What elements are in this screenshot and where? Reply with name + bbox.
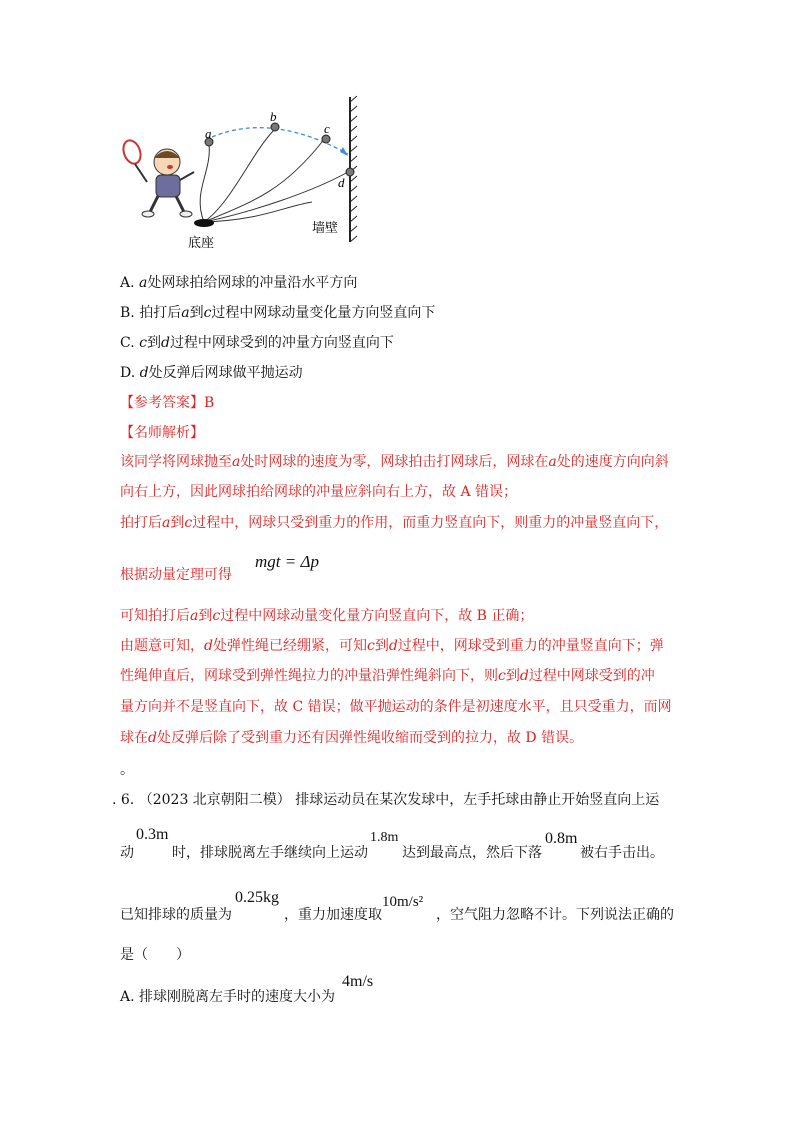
base-disc bbox=[194, 219, 214, 227]
question-line-3a: 已知排球的质量为 bbox=[120, 907, 232, 923]
ball-c bbox=[322, 135, 330, 143]
arrow-head-icon bbox=[340, 147, 348, 156]
question-line-3b: ，重力加速度取 bbox=[284, 907, 382, 923]
option-c: C. c到d过程中网球受到的冲量方向竖直向下 bbox=[120, 335, 394, 351]
measure-0-3m: 0.3m bbox=[136, 826, 169, 843]
analysis-line-9: 球在d处反弹后除了受到重力还有因弹性绳收缩而受到的拉力，故 D 错误。 bbox=[120, 730, 584, 746]
answer-value: B bbox=[204, 395, 215, 411]
label-a: a bbox=[205, 126, 212, 141]
label-base: 底座 bbox=[188, 236, 215, 251]
option-d: D. d处反弹后网球做平抛运动 bbox=[120, 365, 303, 381]
label-d: d bbox=[338, 175, 345, 190]
analysis-line-2: 向右上方，因此网球拍给网球的冲量应斜向右上方，故 A 错误； bbox=[120, 484, 518, 500]
ball-b bbox=[271, 123, 279, 131]
analysis-line-3: 拍打后a到c过程中，网球只受到重力的作用，而重力竖直向下，则重力的冲量竖直向下， bbox=[120, 515, 669, 531]
analysis-label: 【名师解析】 bbox=[120, 425, 204, 441]
analysis-line-4: 根据动量定理可得 bbox=[120, 567, 232, 583]
label-wall: 墙壁 bbox=[312, 221, 339, 236]
option-b: B. 拍打后a到c过程中网球动量变化量方向竖直向下 bbox=[120, 305, 436, 321]
question-line-2d: 被右手击出。 bbox=[580, 845, 664, 861]
question-number: . 6. bbox=[112, 792, 135, 808]
end-mark: 。 bbox=[120, 762, 134, 778]
analysis-line-7: 性绳伸直后，网球受到弹性绳拉力的冲量沿弹性绳斜向下，则c到d过程中网球受到的冲 bbox=[120, 668, 655, 684]
analysis-line-5: 可知拍打后a到c过程中网球动量变化量方向竖直向下，故 B 正确； bbox=[120, 608, 534, 624]
analysis-line-8: 量方向并不是竖直向下，故 C 错误；做平抛运动的条件是初速度水平，且只受重力，而网 bbox=[120, 699, 672, 715]
question-line-3c: ，空气阻力忽略不计。下列说法正确的 bbox=[436, 907, 674, 923]
answer-label: 【参考答案】 bbox=[120, 395, 204, 411]
label-b: b bbox=[270, 109, 277, 124]
measure-speed: 4m/s bbox=[342, 973, 374, 990]
measure-mass: 0.25kg bbox=[235, 889, 279, 906]
tennis-wall-diagram bbox=[112, 92, 372, 257]
momentum-formula: mgt = Δp bbox=[255, 552, 319, 571]
question-line-1: . 6. （2023 北京朝阳二模） 排球运动员在某次发球中，左手托球由静止开始竖直向上运 bbox=[112, 792, 660, 808]
measure-gravity: 10m/s² bbox=[382, 894, 424, 910]
measure-1-8m: 1.8m bbox=[370, 830, 399, 845]
player-figure bbox=[120, 138, 194, 217]
ball-d bbox=[346, 168, 354, 176]
analysis-line-6: 由题意可知，d处弹性绳已经绷紧，可知c到d过程中，网球受到重力的冲量竖直向下；弹 bbox=[120, 638, 664, 654]
question-line-4: 是（ ） bbox=[120, 947, 190, 963]
question-line-2b: 时，排球脱离左手继续向上运动 bbox=[172, 845, 368, 861]
question-option-a: A. 排球刚脱离左手时的速度大小为 bbox=[120, 989, 336, 1005]
question-source: （2023 北京朝阳二模） bbox=[138, 792, 291, 808]
question-line-2c: 达到最高点，然后下落 bbox=[402, 845, 542, 861]
label-c: c bbox=[324, 121, 330, 136]
question-line-2a: 动 bbox=[120, 845, 134, 861]
measure-0-8m: 0.8m bbox=[545, 830, 578, 847]
option-a: A. a处网球拍给网球的冲量沿水平方向 bbox=[120, 275, 358, 291]
analysis-line-1: 该同学将网球抛至a处时网球的速度为零，网球拍击打网球后，网球在a处的速度方向向斜 bbox=[120, 454, 669, 470]
answer-line bbox=[120, 393, 214, 413]
